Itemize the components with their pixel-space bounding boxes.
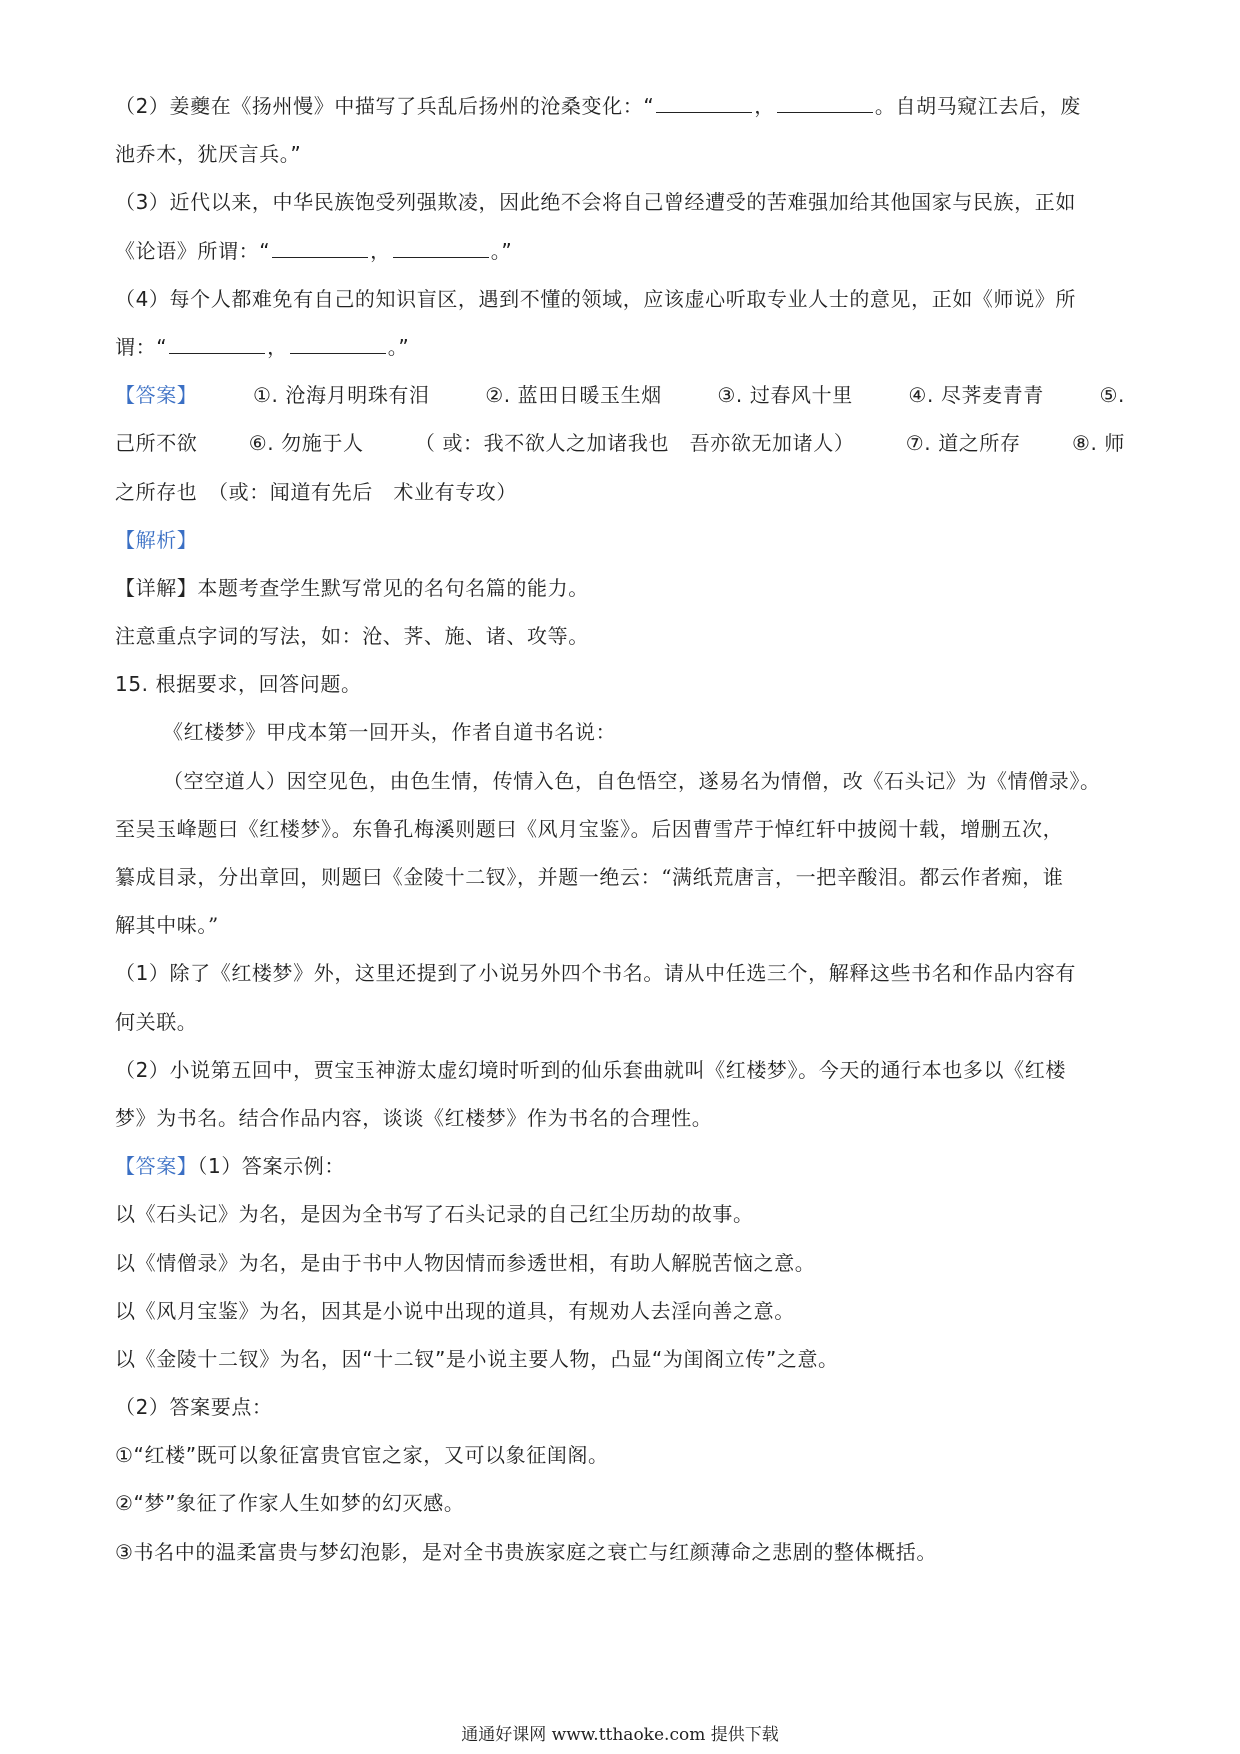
answer-item: ②. 蓝田日暖玉生烟 xyxy=(485,383,662,408)
answer-item: ③. 过春风十里 xyxy=(717,383,853,408)
answer-item: ⑤. xyxy=(1099,383,1125,408)
q14-part3-line1: （3）近代以来，中华民族饱受列强欺凌，因此绝不会将自己曾经遭受的苦难强加给其他国家与民族，正如 xyxy=(115,190,1076,215)
q15-sub2-line1: （2）小说第五回中，贾宝玉神游太虚幻境时听到的仙乐套曲就叫《红楼梦》。今天的通行本也多以《红楼 xyxy=(115,1057,1066,1082)
fill-blank xyxy=(169,335,265,354)
q14-answers-line2 xyxy=(115,431,1125,455)
answer-item: 己所不欲 xyxy=(115,431,198,456)
q14-part4-text: 谓：“ xyxy=(115,334,168,359)
q15-sub1-line1: （1）除了《红楼梦》外，这里还提到了小说另外四个书名。请从中任选三个，解释这些书名和作品内容有 xyxy=(115,961,1076,986)
q15-title: 15. 根据要求，回答问题。 xyxy=(115,672,362,697)
q14-part4-end: 。” xyxy=(387,334,410,359)
note-text: 注意重点字词的写法，如：沧、荠、施、诸、攻等。 xyxy=(115,624,589,649)
answer-tag: 【答案】 xyxy=(115,383,198,408)
q14-part2-text: （2）姜夔在《扬州慢》中描写了兵乱后扬州的沧桑变化：“ xyxy=(115,94,655,118)
q14-part3-text: 《论语》所谓：“ xyxy=(115,238,271,263)
answer-point-2: ②“梦”象征了作家人生如梦的幻灭感。 xyxy=(115,1491,465,1516)
answer-example-1: 以《石头记》为名，是因为全书写了石头记录的自己红尘历劫的故事。 xyxy=(115,1202,754,1227)
fill-blank xyxy=(393,239,489,258)
quote-line-1: （空空道人）因空见色，由色生情，传情入色，自色悟空，遂易名为情僧，改《石头记》为《情僧录》。 xyxy=(163,768,1101,793)
analysis-tag: 【解析】 xyxy=(115,527,198,552)
answer-item: ⑦. 道之所存 xyxy=(905,431,1021,456)
q15-answer-head xyxy=(115,1154,1125,1178)
answer-point-1: ①“红楼”既可以象征富贵官宦之家，又可以象征闺阁。 xyxy=(115,1443,609,1468)
answer-points-head: （2）答案要点： xyxy=(115,1395,273,1420)
q14-part3-end: 。” xyxy=(490,238,513,263)
q14-part2-text-cont: 。自胡马窥江去后，废 xyxy=(874,94,1081,118)
answer-item: ④. 尽荠麦青青 xyxy=(908,383,1044,408)
answer-example-3: 以《风月宝鉴》为名，因其是小说中出现的道具，有规劝人去淫向善之意。 xyxy=(115,1298,795,1323)
answer-item: ⑥. 勿施于人 xyxy=(248,431,364,456)
q15-sub2-line2: 梦》为书名。结合作品内容，谈谈《红楼梦》作为书名的合理性。 xyxy=(115,1105,713,1130)
separator: ， xyxy=(370,238,391,263)
answer-item: （ 或：我不欲人之加诸我也 吾亦欲无加诸人） xyxy=(414,431,855,456)
q14-part4-line2 xyxy=(115,335,1125,359)
fill-blank xyxy=(290,335,386,354)
separator: ， xyxy=(267,334,288,359)
q14-part3-line2 xyxy=(115,239,1125,263)
page-footer: 通通好课网 www.tthaoke.com 提供下载 xyxy=(461,1725,779,1745)
fill-blank xyxy=(777,94,873,113)
quote-line-2: 至吴玉峰题曰《红楼梦》。东鲁孔梅溪则题曰《风月宝鉴》。后因曹雪芹于悼红轩中披阅十载，增删五次， xyxy=(115,816,1064,841)
document-page xyxy=(115,94,1125,1588)
quote-intro: 《红楼梦》甲戌本第一回开头，作者自道书名说： xyxy=(163,720,617,745)
answer-item: ⑧. 师 xyxy=(1071,431,1125,456)
answer-example-2: 以《情僧录》为名，是由于书中人物因情而参透世相，有助人解脱苦恼之意。 xyxy=(115,1250,816,1275)
separator: ， xyxy=(754,94,775,118)
q14-part4-line1: （4）每个人都难免有自己的知识盲区，遇到不懂的领域，应该虚心听取专业人士的意见，正如《师说》所 xyxy=(115,286,1076,311)
answer-point-3: ③书名中的温柔富贵与梦幻泡影，是对全书贵族家庭之衰亡与红颜薄命之悲剧的整体概括。 xyxy=(115,1539,937,1564)
answer-tag: 【答案】 xyxy=(115,1154,198,1179)
q14-answers-line3: 之所存也 （或：闻道有先后 术业有专攻） xyxy=(115,479,517,504)
q14-part2-line1 xyxy=(115,94,1125,118)
detail-text: 【详解】本题考查学生默写常见的名句名篇的能力。 xyxy=(115,575,589,600)
fill-blank xyxy=(272,239,368,258)
answer-head-text: （1）答案示例： xyxy=(197,1154,345,1179)
quote-line-3: 纂成目录，分出章回，则题曰《金陵十二钗》，并题一绝云：“满纸荒唐言，一把辛酸泪。都云作者痴，谁 xyxy=(115,865,1064,889)
quote-line-4: 解其中味。” xyxy=(115,913,219,938)
fill-blank xyxy=(656,94,752,113)
q14-answers-line1 xyxy=(115,383,1125,407)
q14-part2-line2: 池乔木，犹厌言兵。” xyxy=(115,142,302,167)
q15-sub1-line2: 何关联。 xyxy=(115,1009,198,1034)
answer-item: ①. 沧海月明珠有泪 xyxy=(252,383,430,408)
answer-example-4: 以《金陵十二钗》为名，因“十二钗”是小说主要人物，凸显“为闺阁立传”之意。 xyxy=(115,1346,839,1371)
